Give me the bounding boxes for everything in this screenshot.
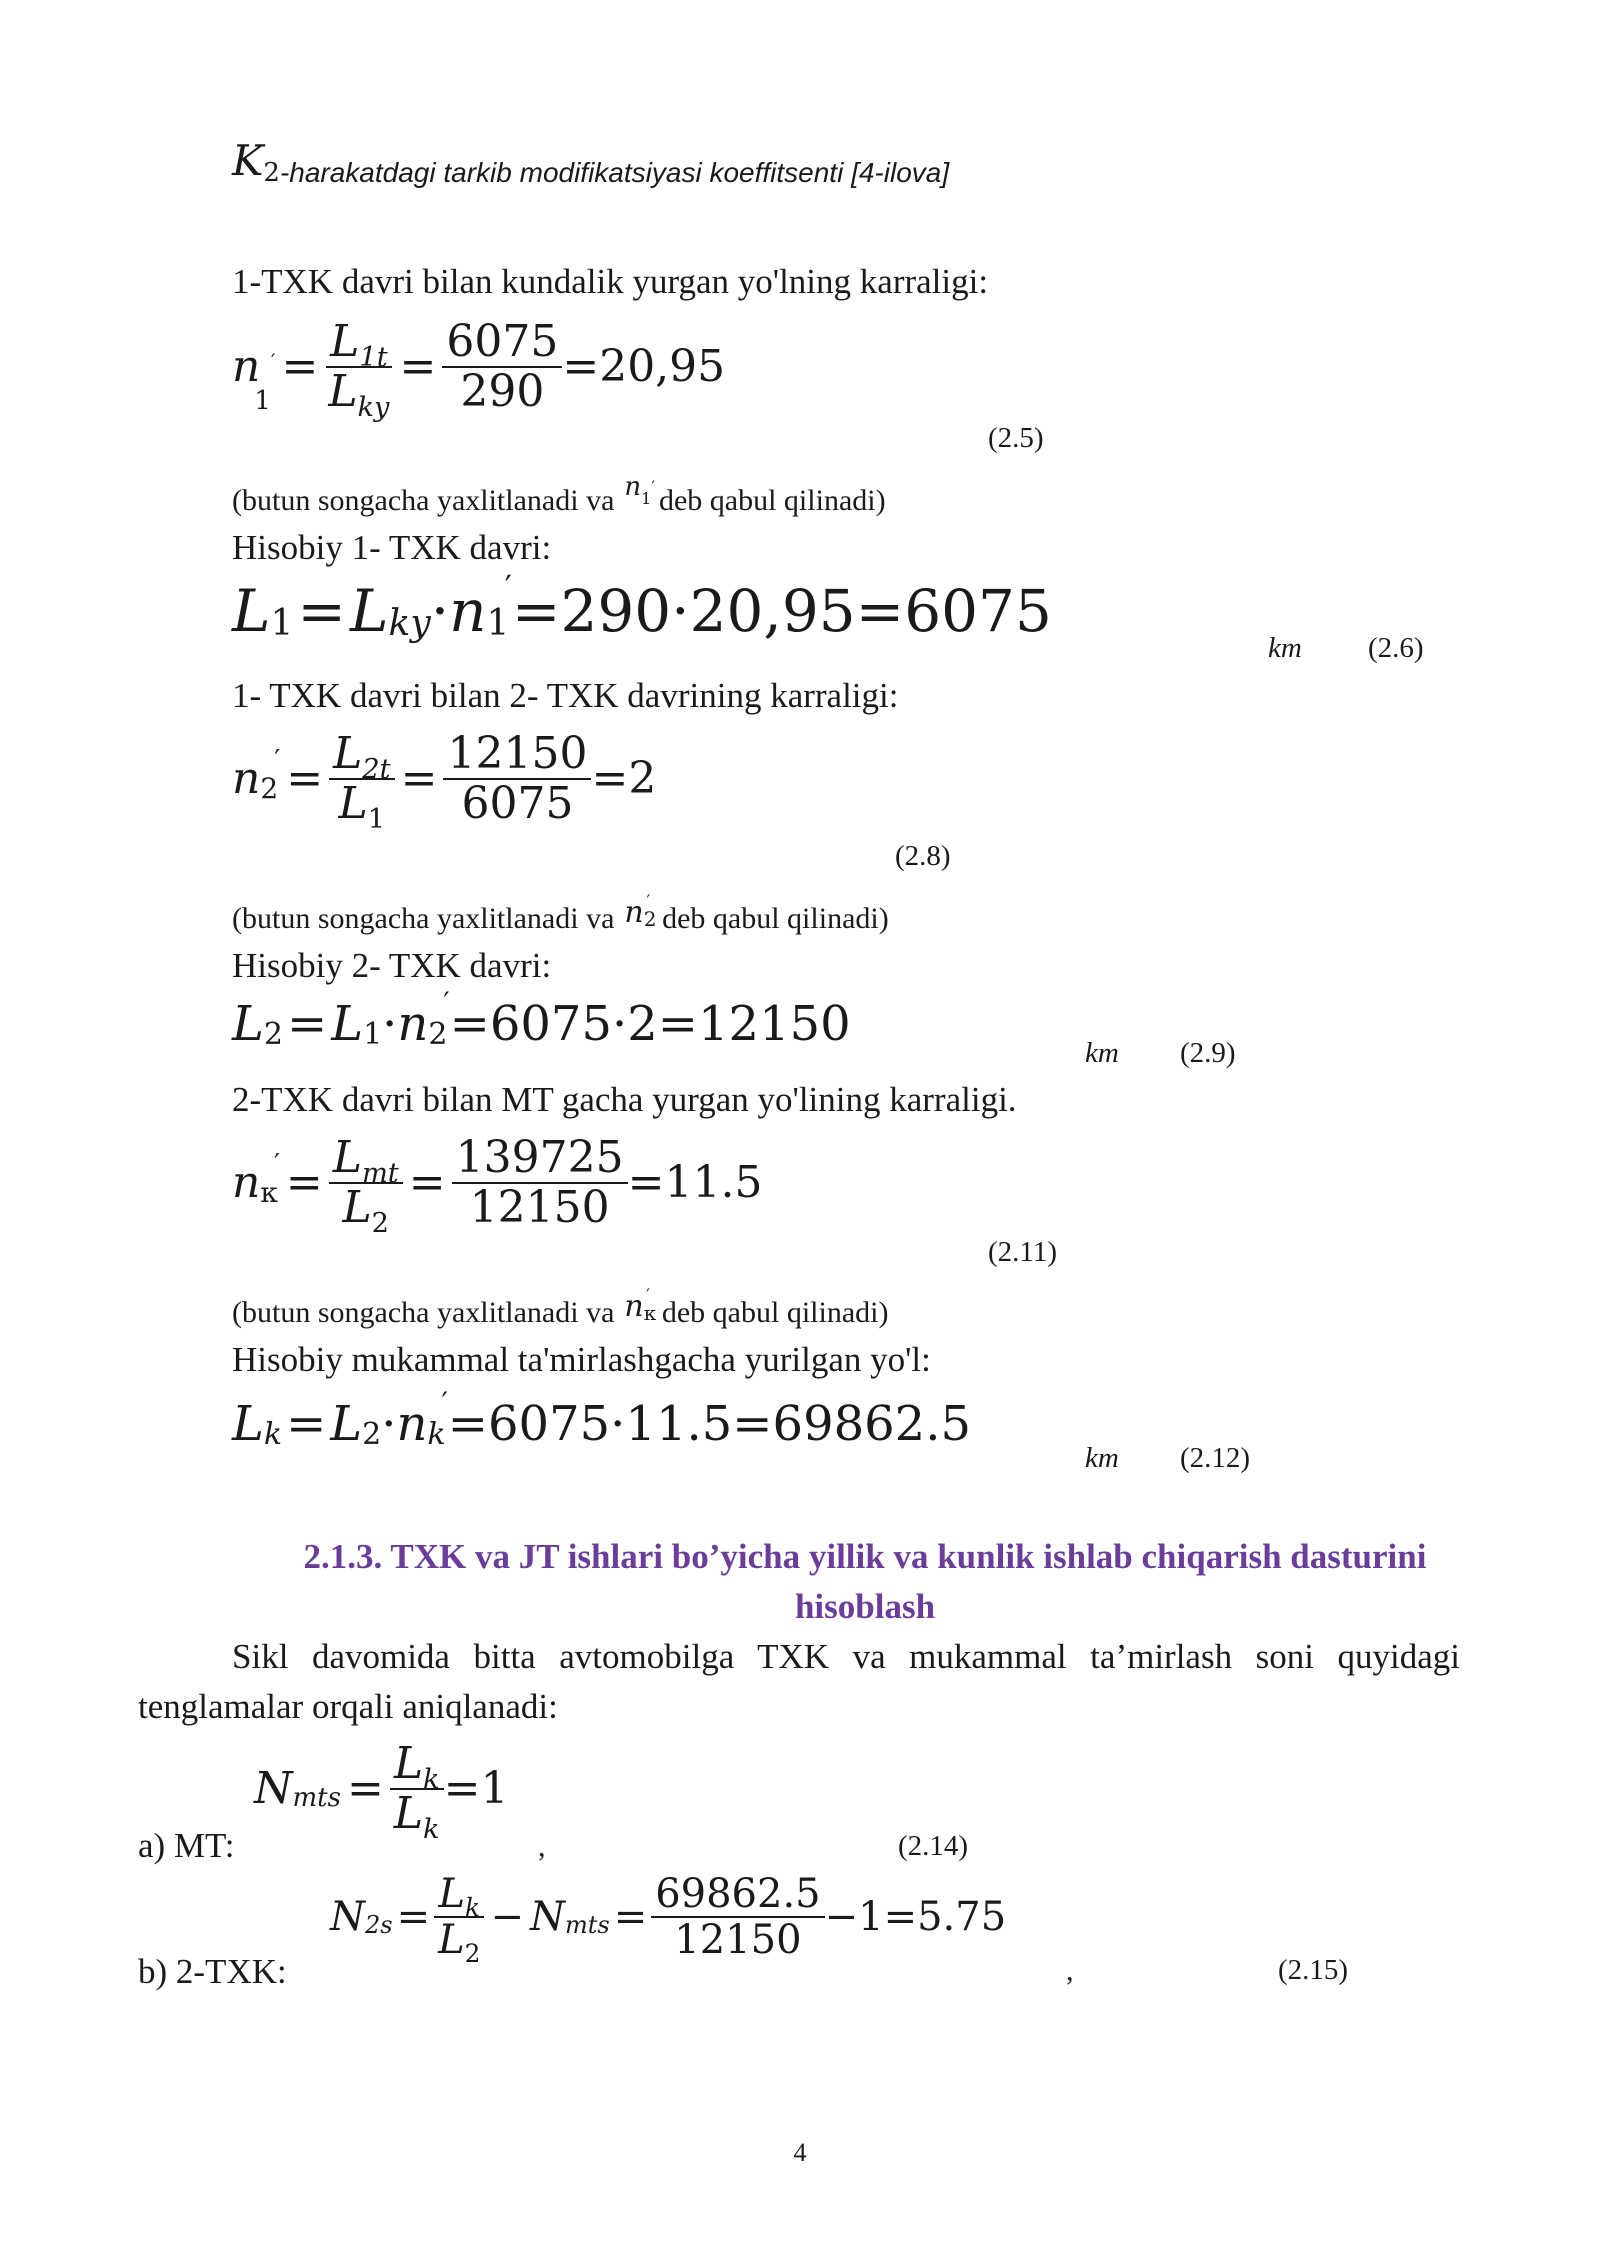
section-heading-2-1-3 [0,1532,1600,1632]
eq212-unit: km [1085,1442,1119,1474]
eq28-result: =2 [591,753,657,805]
eq28-numeric-fraction: $\frac{12150}{6075}$ [443,730,591,829]
eq25-lhs: n [232,341,261,393]
eq212-expression: =6075·11.5=69862.5 [447,1396,972,1452]
eq212-number: (2.12) [1180,1442,1251,1474]
k2-symbol: K [232,136,264,185]
eq26-number: (2.6) [1368,632,1424,664]
eq215-number: (2.15) [1278,1954,1349,1986]
eq25-lhs-sub: 1 [254,386,271,417]
eq29-expression: =6075·2=12150 [449,996,851,1052]
section-title-3: 2-TXK davri bilan MT gacha yurgan yo'lining karraligi. [232,1080,1017,1119]
section-title-1: 1-TXK davri bilan kundalik yurgan yo'lning karraligi: [232,262,989,301]
section-title-2: 1- TXK davri bilan 2- TXK davrining karraligi: [232,676,899,715]
eq214-label: a) MT: [138,1826,235,1865]
heading-line-2: hisoblash [794,1587,936,1626]
eq28-number: (2.8) [895,840,951,872]
eq211-numeric-fraction: $\frac{139725}{12150}$ [452,1134,628,1233]
hisobiy-1-label: Hisobiy 1- TXK davri: [232,528,552,567]
k2-definition [232,136,950,188]
rounding-note-1: (butun songacha yaxlitlanadi va n 1 ′ deb qabul qilinadi) [232,472,886,517]
k2-description: -harakatdagi tarkib modifikatsiyasi koeffitsenti [4-ilova] [279,157,950,188]
rounding-note-3: (butun songacha yaxlitlanadi va n к ′ deb qabul qilinadi) [232,1285,889,1329]
eq215-result: −1=5.75 [824,1894,1007,1940]
body-paragraph: Sikl davomida bitta avtomobilga TXK va mukammal ta’mirlash soni quyidagi tenglamalar orqali aniqlanadi: [138,1637,1460,1726]
k2-subscript: 2 [263,158,280,188]
eq25-numeric-fraction: $\frac{6075}{290}$ [442,318,562,417]
eq25-result: =20,95 [562,341,726,393]
equation-2-11: n к ′ = $\frac{L_{mt}}{L_2}$ = $\frac{139725}{12150}$ =11.5 [232,1132,763,1239]
eq25-symbolic-fraction: $\frac{L_{1t}}{L_{ky}}$ [324,318,393,417]
eq215-comma: , [1066,1954,1074,1987]
eq214-comma: , [538,1830,546,1863]
eq26-expression: =290·20,95=6075 [511,577,1052,645]
equation-2-5: n 1 ′ = $\frac{L_{1t}}{L_{ky}}$ = $\frac{6075}{290}$ =20,95 [232,316,726,423]
equation-2-14: N mts = $\frac{L_k}{L_k}$ =1 [254,1738,509,1845]
eq26-unit: km [1268,632,1302,664]
hisobiy-mt-label: Hisobiy mukammal ta'mirlashgacha yurilgan yo'l: [232,1340,931,1379]
eq25-number: (2.5) [988,422,1044,454]
hisobiy-2-label: Hisobiy 2- TXK davri: [232,946,552,985]
page-number: 4 [793,2138,807,2167]
equation-2-15: N 2s = $\frac{L_k}{L_2}$ − N mts = $\frac{69862.5}{12150}$ −1=5.75 [330,1871,1007,1968]
eq215-numeric-fraction: $\frac{69862.5}{12150}$ [651,1872,824,1962]
equation-2-8: n 2 ′ = $\frac{L_{2t}}{L_1}$ = $\frac{12150}{6075}$ =2 [232,728,657,835]
heading-line-1: 2.1.3. TXK va JT ishlari bo’yicha yillik va kunlik ishlab chiqarish dasturini [303,1537,1427,1576]
eq211-result: =11.5 [627,1157,763,1209]
eq29-unit: km [1085,1037,1119,1069]
equation-2-9: L 2 = L 1 · n 2 ′ =6075·2=12150 [232,986,851,1052]
eq215-label: b) 2-TXK: [138,1952,287,1991]
eq29-number: (2.9) [1180,1037,1236,1069]
eq214-result: =1 [443,1763,509,1815]
eq214-number: (2.14) [898,1830,969,1862]
equation-2-12: L k = L 2 · n k ′ =6075·11.5=69862.5 [232,1386,972,1452]
equation-2-6: L 1 = L ky · n 1 ′ =290·20,95=6075 [232,568,1052,645]
rounding-note-2: (butun songacha yaxlitlanadi va n 2 ′ deb qabul qilinadi) [232,891,889,935]
eq211-number: (2.11) [988,1236,1057,1268]
